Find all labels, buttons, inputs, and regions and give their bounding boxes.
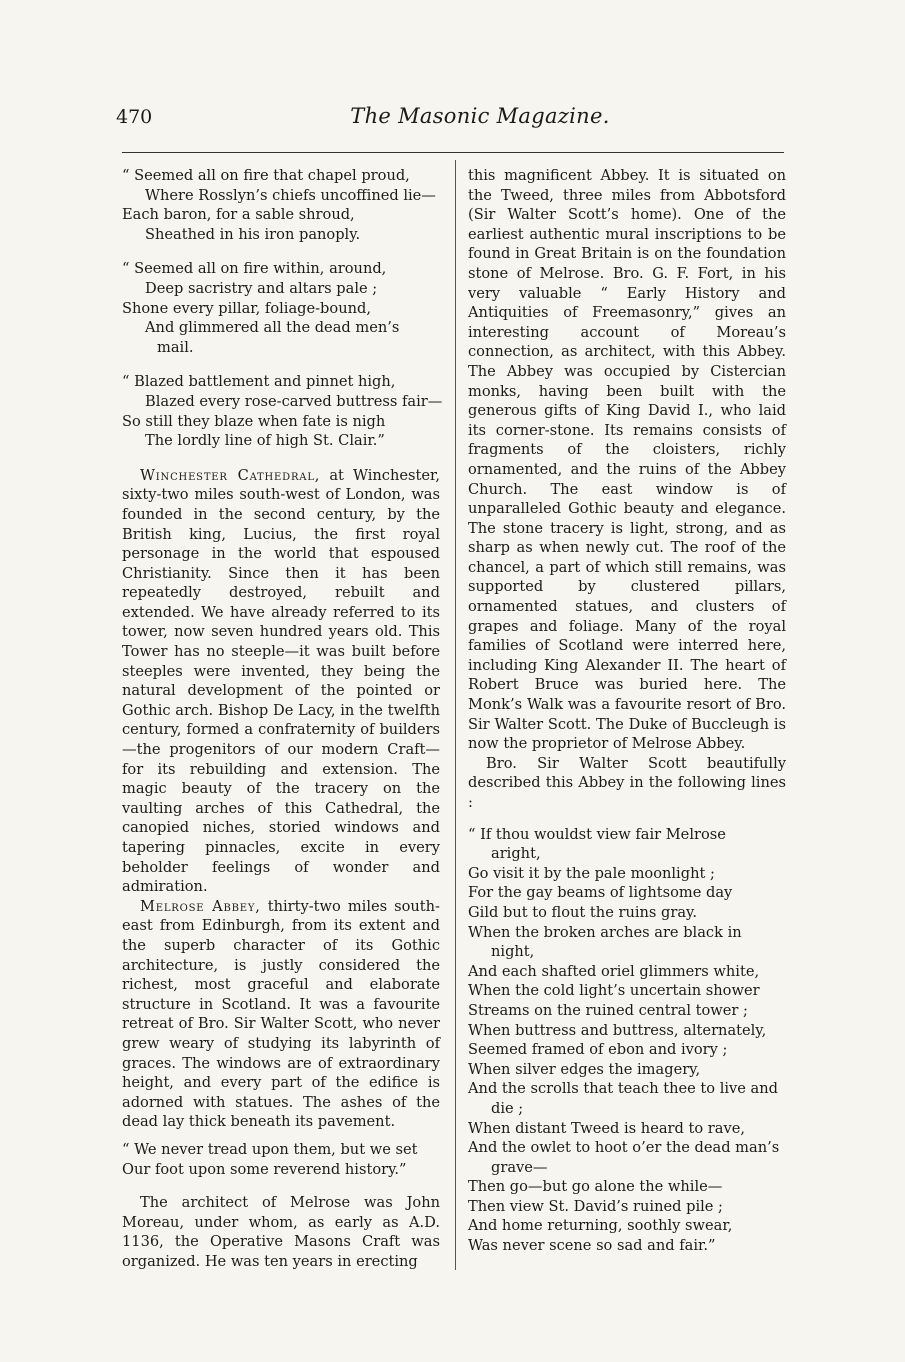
poem-stanza — [122, 166, 440, 244]
poem-line: When the broken arches are black in — [468, 923, 742, 941]
poem-line: grave— — [491, 1158, 548, 1176]
header-rule — [122, 152, 784, 153]
poem-line: Then go—but go alone the while— — [468, 1178, 723, 1196]
poem-line: Was never scene so sad and fair.” — [468, 1237, 716, 1255]
poem-line: Blazed every rose-carved buttress fair— — [145, 392, 443, 410]
poem-line: Gild but to flout the ruins gray. — [468, 903, 698, 921]
page-number: 470 — [116, 106, 153, 128]
melrose-paragraph — [122, 897, 440, 1132]
poem-line: Sheathed in his iron panoply. — [145, 225, 361, 243]
poem-line: And the scrolls that teach thee to live and — [468, 1080, 778, 1098]
poem-line: aright, — [491, 845, 541, 863]
poem-line: And the owlet to hoot o’er the dead man’s — [468, 1139, 780, 1157]
poem-line: When distant Tweed is heard to rave, — [468, 1119, 745, 1137]
poem-line: Then view St. David’s ruined pile ; — [468, 1197, 723, 1215]
poem-line: Go visit it by the pale moonlight ; — [468, 864, 715, 882]
poem-line: mail. — [157, 338, 194, 356]
poem-line: Each baron, for a sable shroud, — [122, 206, 355, 224]
winchester-paragraph — [122, 466, 440, 897]
poem-line: “ If thou wouldst view fair Melrose — [468, 825, 726, 843]
poem-line: When the cold light’s uncertain shower — [468, 982, 760, 1000]
poem-line: Shone every pillar, foliage-bound, — [122, 299, 371, 317]
quote-line: “ We never tread upon them, but we set — [122, 1140, 418, 1158]
poem-line: “ Seemed all on fire within, around, — [122, 260, 387, 278]
column-divider — [455, 160, 456, 1270]
poem-line: “ Blazed battlement and pinnet high, — [122, 373, 396, 391]
poem-line: When silver edges the imagery, — [468, 1060, 701, 1078]
poem-line: And each shafted oriel glimmers white, — [468, 962, 760, 980]
running-title: The Masonic Magazine. — [350, 104, 610, 128]
continuation-paragraph: this magnificent Abbey. It is situated on the Tweed, three miles from Abbotsford (Sir Walter Scott’s home). One of the earliest authentic mural inscriptions to be found in Great Britain is on the foundation stone of Melrose. Bro. G. F. Fort, in his very valuable “ Early History and Antiquities of Freemasonry,” gives an interesting account of Moreau’s connection, as architect, with this Abbey. The Abbey was occupied by Cistercian monks, having been built with the generous gifts of King David I., who laid its corner-stone. Its remains consists of fragments of the cloisters, richly ornamented, and the ruins of the Abbey Church. The east window is of unparalleled Gothic beauty and elegance. The stone tracery is light, strong, and as sharp as when newly cut. The roof of the chancel, a part of which still remains, was supported by clustered pillars, ornamented statues, and clusters of grapes and foliage. Many of the royal families of Scotland were interred here, including King Alexander II. The heart of Robert Bruce was buried here. The Monk’s Walk was a favourite resort of Bro. Sir Walter Scott. The Duke of Buccleugh is now the proprietor of Melrose Abbey. — [468, 167, 786, 753]
quote-line: Our foot upon some reverend history.” — [122, 1160, 407, 1178]
section-heading: Winchester Cathedral, — [140, 466, 321, 484]
quotation — [122, 1140, 440, 1179]
poem-line: Where Rosslyn’s chiefs uncoffined lie— — [145, 186, 436, 204]
paragraph-text: at Winchester, sixty-two miles south-west of London, was founded in the second century, by the British king, Lucius, the first royal personage in the world that espoused Christianity. Since then it has been repeatedly destroyed, rebuilt and extended. We have already referred to its tower, now seven hundred years old. This Tower has no steeple—it was built before steeples were invented, they being the natural development of the pointed or Gothic arch. Bishop De Lacy, in the twelfth century, formed a confraternity of builders—the progenitors of our modern Craft—for its rebuilding and extension. The magic beauty of the tracery on the vaulting arches of this Cathedral, the canopied niches, storied windows and tapering pinnacles, excite in every beholder feelings of wonder and admiration. — [122, 466, 440, 896]
poem-line: Streams on the ruined central tower ; — [468, 1001, 748, 1019]
architect-paragraph: The architect of Melrose was John Moreau, under whom, as early as A.D. 1136, the Operative Masons Craft was organized. He was ten years in erecting — [122, 1194, 440, 1270]
poem-line: So still they blaze when fate is nigh — [122, 412, 386, 430]
paragraph-text: thirty-two miles south-east from Edinburgh, from its extent and the superb character of its Gothic architecture, is justly considered the richest, most graceful and elaborate structure in Scotland. It was a favourite retreat of Bro. Sir Walter Scott, who never grew weary of studying its labyrinth of graces. The windows are of extraordinary height, and every part of the edifice is adorned with statues. The ashes of the dead lay thick beneath its pavement. — [122, 897, 440, 1131]
poem-line: The lordly line of high St. Clair.” — [145, 432, 385, 450]
poem-line: For the gay beams of lightsome day — [468, 884, 733, 902]
left-column — [122, 166, 443, 1271]
poem-line: die ; — [491, 1099, 524, 1117]
poem-stanza — [122, 372, 443, 450]
spacer — [468, 813, 786, 825]
poem-line: Seemed framed of ebon and ivory ; — [468, 1041, 728, 1059]
melrose-poem — [468, 825, 786, 1256]
right-column — [468, 166, 786, 1271]
poem-line: And glimmered all the dead men’s — [145, 319, 400, 337]
poem-line: When buttress and buttress, alternately, — [468, 1021, 767, 1039]
poem-line: night, — [491, 943, 535, 961]
poem-line: Deep sacristry and altars pale ; — [145, 279, 378, 297]
poem-line: And home returning, soothly swear, — [468, 1217, 733, 1235]
intro-paragraph: Bro. Sir Walter Scott beautifully described this Abbey in the following lines : — [468, 754, 786, 811]
section-heading: Melrose Abbey, — [140, 897, 261, 915]
poem-line: “ Seemed all on fire that chapel proud, — [122, 167, 410, 184]
poem-stanza — [122, 259, 440, 357]
